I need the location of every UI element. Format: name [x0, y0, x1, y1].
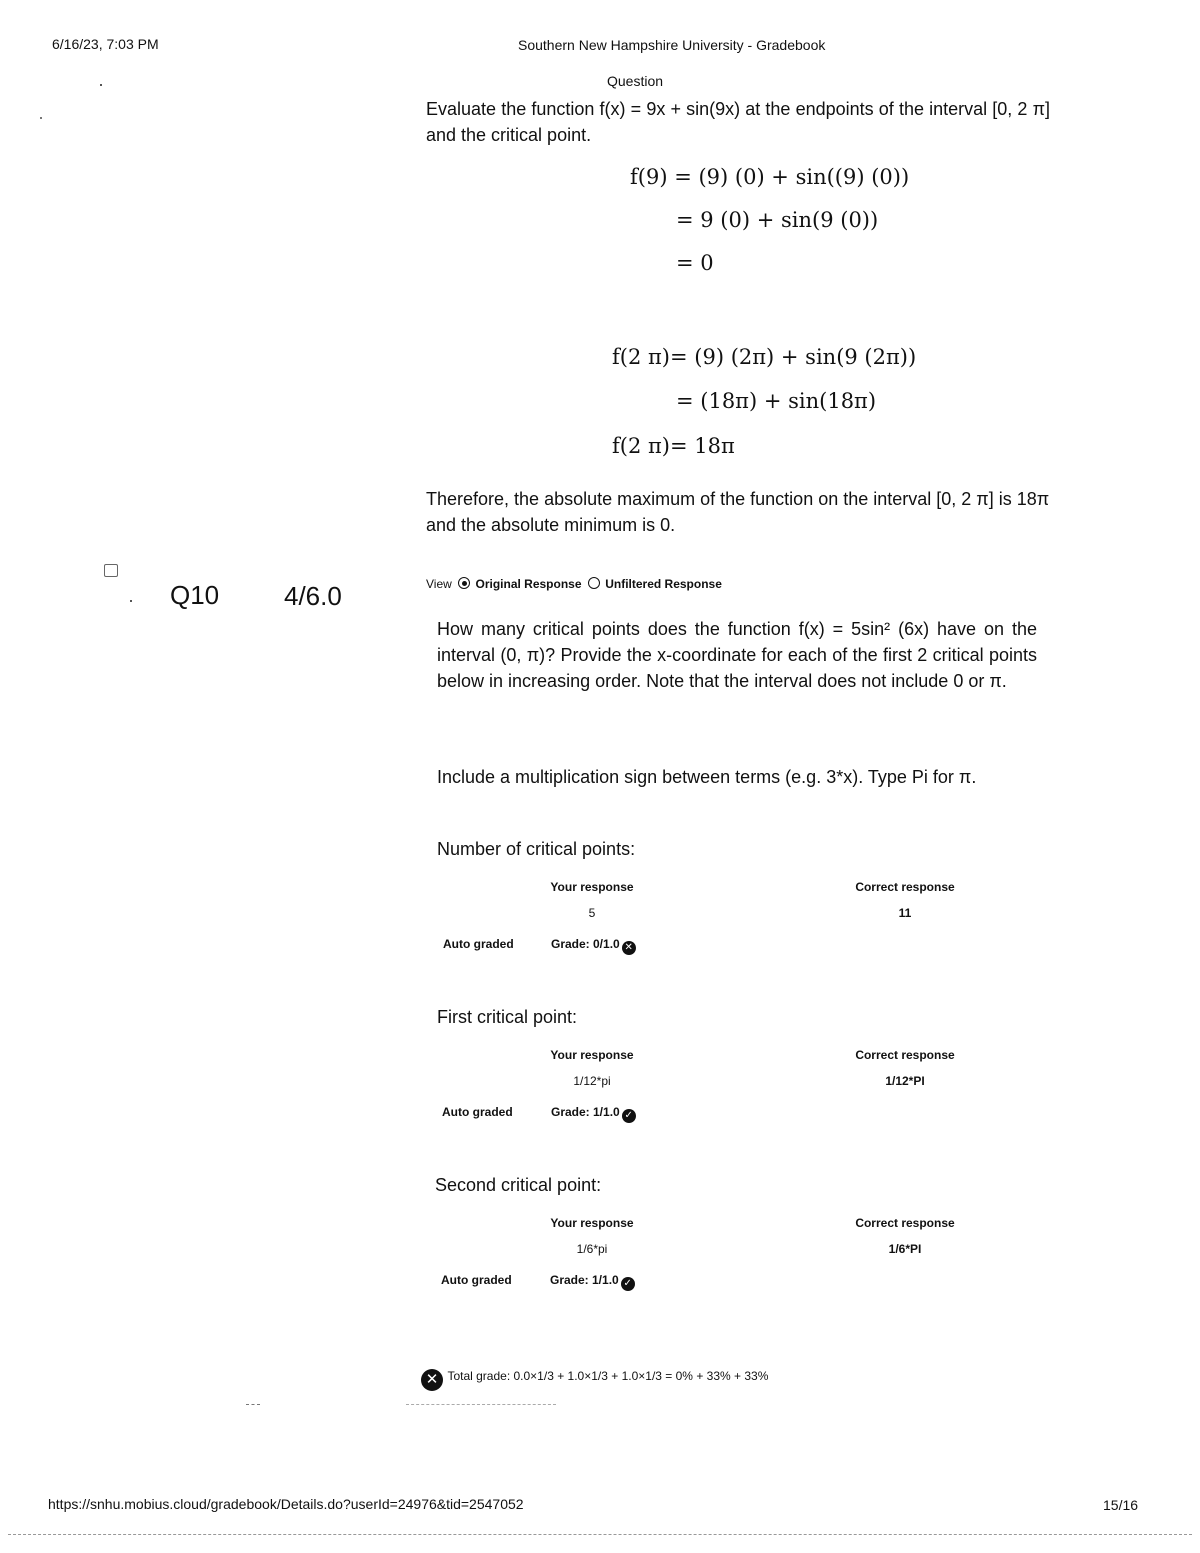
scan-speck [130, 600, 132, 602]
check-circle-icon: ✓ [621, 1277, 635, 1291]
your-response-header: Your response [550, 880, 634, 894]
scan-speck [40, 117, 42, 119]
total-grade [421, 1369, 768, 1391]
step-a-2: = 9 (0) + sin(9 (0)) [676, 208, 879, 232]
conclusion-text: Therefore, the absolute maximum of the function on the interval [0, 2 π] is 18π and the absolute minimum is 0. [426, 489, 1050, 535]
step-a-3: = 0 [676, 251, 714, 275]
grade-text: Grade: 1/1.0 [551, 1105, 620, 1119]
part-label: Number of critical points: [437, 839, 636, 859]
check-circle-icon: ✓ [622, 1109, 636, 1123]
graded-by: Auto graded [443, 937, 514, 951]
your-response-value: 1/6*pi [576, 1242, 608, 1256]
correct-response-value: 1/6*PI [888, 1242, 922, 1256]
grade-result [551, 937, 636, 955]
view-options [426, 577, 722, 591]
question-number: Q10 [170, 580, 220, 610]
section-label: Question [607, 73, 664, 89]
correct-response-header: Correct response [855, 880, 955, 894]
question-instruction: Include a multiplication sign between terms (e.g. 3*x). Type Pi for π. [437, 767, 977, 787]
grade-text: Grade: 1/1.0 [550, 1273, 619, 1287]
unfiltered-response-option[interactable]: Unfiltered Response [605, 577, 722, 591]
x-circle-icon: ✕ [622, 941, 636, 955]
your-response-header: Your response [550, 1216, 634, 1230]
checkbox-icon[interactable] [104, 564, 118, 577]
part-label: Second critical point: [435, 1175, 602, 1195]
page-title: Southern New Hampshire University - Gradebook [518, 37, 826, 53]
scan-edge [8, 1534, 1192, 1535]
grade-result [550, 1273, 635, 1291]
evaluation-intro: Evaluate the function f(x) = 9x + sin(9x) at the endpoints of the interval [0, 2 π] and the critical point. [426, 99, 1050, 145]
scan-speck [100, 84, 102, 86]
question-score: 4/6.0 [284, 581, 342, 611]
original-response-option[interactable]: Original Response [475, 577, 582, 591]
radio-icon[interactable] [458, 577, 470, 589]
correct-response-header: Correct response [855, 1048, 955, 1062]
total-grade-text: Total grade: 0.0×1/3 + 1.0×1/3 + 1.0×1/3 = 0% + 33% + 33% [447, 1369, 769, 1383]
grade-result [551, 1105, 636, 1123]
view-label: View [426, 577, 452, 591]
step-b-2: = (18π) + sin(18π) [676, 389, 877, 413]
step-a-1: f(9) = (9) (0) + sin((9) (0)) [630, 165, 910, 189]
step-b-3: f(2 π)= 18π [612, 434, 735, 458]
part-label: First critical point: [437, 1007, 578, 1027]
radio-icon[interactable] [588, 577, 600, 589]
graded-by: Auto graded [442, 1105, 513, 1119]
scan-artifact [246, 1404, 260, 1405]
footer-url: https://snhu.mobius.cloud/gradebook/Details.do?userId=24976&tid=2547052 [48, 1496, 524, 1512]
your-response-value: 5 [588, 906, 596, 920]
your-response-value: 1/12*pi [573, 1074, 611, 1088]
question-prompt: How many critical points does the function f(x) = 5sin² (6x) have on the interval (0, π)? Provide the x-coordinate for each of the first 2 critical points below in increasing order. Note that the interval does not include 0 or π. [437, 619, 1037, 691]
grade-text: Grade: 0/1.0 [551, 937, 620, 951]
x-circle-icon: ✕ [421, 1369, 443, 1391]
your-response-header: Your response [550, 1048, 634, 1062]
correct-response-value: 1/12*PI [885, 1074, 925, 1088]
footer-page-number: 15/16 [1103, 1497, 1139, 1513]
scan-artifact [406, 1404, 556, 1405]
correct-response-value: 11 [898, 906, 912, 920]
correct-response-header: Correct response [855, 1216, 955, 1230]
step-b-1: f(2 π)= (9) (2π) + sin(9 (2π)) [612, 345, 917, 369]
graded-by: Auto graded [441, 1273, 512, 1287]
print-timestamp: 6/16/23, 7:03 PM [52, 36, 159, 52]
